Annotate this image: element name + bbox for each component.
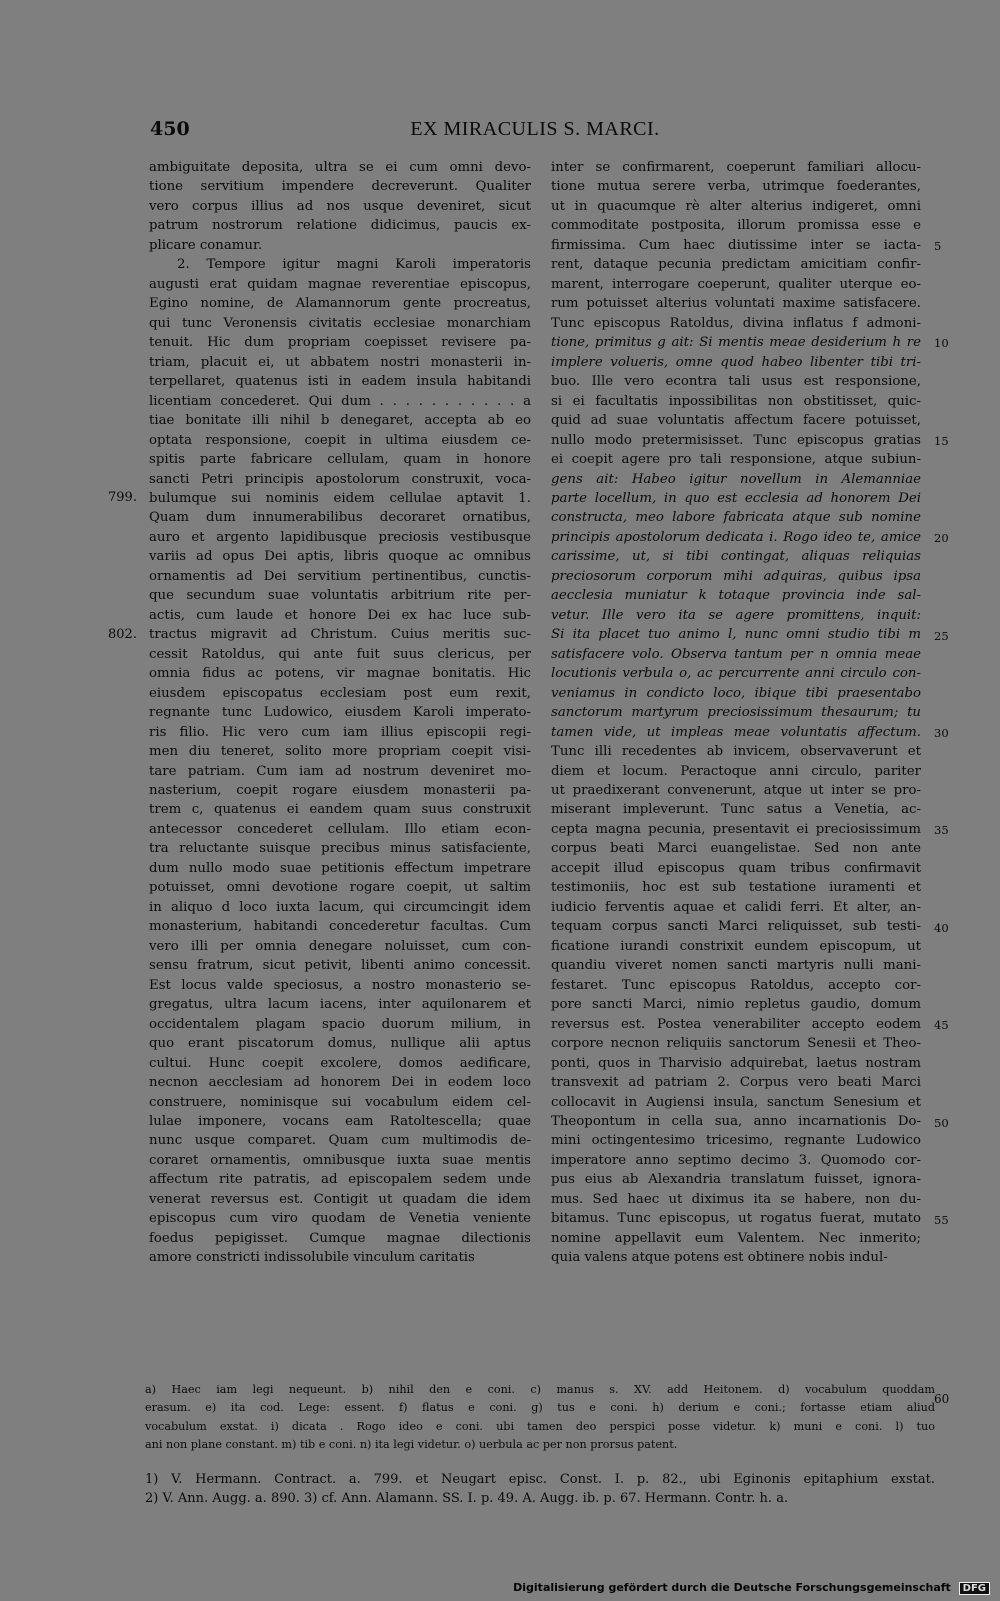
text-line: eiusdem episcopatus ecclesiam post eum rexit, bbox=[149, 685, 531, 701]
text-line: ut praedixerant convenerunt, atque ut inter se pro- bbox=[551, 783, 921, 798]
text-line: imperatore anno septimo decimo 3. Quomodo cor- bbox=[551, 1152, 921, 1168]
text-line: ei coepit agere pro tali responsione, atque subiun- bbox=[551, 452, 921, 468]
apparatus-notes bbox=[145, 1381, 935, 1455]
text-line: Quam dum innumerabilibus decoraret ornatibus, bbox=[149, 510, 531, 526]
text-line: ornamentis ad Dei servitium pertinentibus, cunctis- bbox=[149, 568, 531, 584]
apparatus-note-line: erasum. e) ita cod. Lege: essent. f) flatus e coni. g) tus e coni. h) derium e coni.; fortasse etiam aliud bbox=[145, 1401, 935, 1415]
text-line: collocavit in Augiensi insula, sanctum Senesium et bbox=[551, 1094, 921, 1110]
text-line: tare patriam. Cum iam ad nostrum deveniret mo- bbox=[149, 763, 531, 779]
text-line: affectum rite patratis, ad episcopalem sedem unde bbox=[149, 1172, 531, 1188]
running-header bbox=[150, 118, 920, 144]
text-line: tequam corpus sancti Marci reliquisset, sub testi- bbox=[551, 919, 921, 935]
text-line: nasterium, coepit rogare eiusdem monasterii pa- bbox=[149, 783, 531, 798]
text-line: pore sancti Marci, nimio repletus gaudio, domum bbox=[551, 997, 921, 1013]
text-line: potuisset, omni devotione rogare coepit, ut saltim bbox=[149, 880, 531, 896]
text-line: carissime, ut, si tibi contingat, aliquas reliquias bbox=[551, 549, 921, 565]
text-line: omnia fidus ac potens, vir magnae bonitatis. Hic bbox=[149, 666, 531, 682]
text-line: diem et locum. Peractoque anni circulo, pariter bbox=[551, 763, 921, 779]
text-line: episcopus cum viro quodam de Venetia veniente bbox=[149, 1211, 531, 1227]
text-line: cessit Ratoldus, qui ante fuit suus clericus, per bbox=[149, 646, 531, 662]
line-number: 45 bbox=[934, 1018, 949, 1033]
colophon-text: Digitalisierung gefördert durch die Deutsche Forschungsgemeinschaft bbox=[513, 1581, 951, 1594]
text-line: ficatione iurandi constrixit eundem episcopum, ut bbox=[551, 938, 921, 954]
line-number: 55 bbox=[934, 1212, 949, 1227]
running-title: EX MIRACULIS S. MARCI. bbox=[410, 118, 660, 140]
colophon bbox=[513, 1581, 990, 1595]
text-line: bitamus. Tunc episcopus, ut rogatus fuerat, mutato bbox=[551, 1211, 921, 1227]
line-number: 10 bbox=[934, 336, 949, 351]
year-marginal: 802. bbox=[108, 626, 137, 642]
left-text-column bbox=[149, 158, 531, 1268]
text-line: amore constricti indissolubile vinculum caritatis bbox=[149, 1250, 475, 1266]
line-number: 5 bbox=[934, 238, 942, 253]
text-line: optata responsione, coepit in ultima eiusdem ce- bbox=[149, 432, 531, 448]
text-line: men diu teneret, solito more propriam coepit visi- bbox=[149, 744, 531, 760]
text-line: veniamus in condicto loco, ibique tibi praesentabo bbox=[551, 685, 921, 701]
text-line: gregatus, ultra lacum iacens, inter aquilonarem et bbox=[149, 997, 531, 1013]
text-line: Egino nomine, de Alamannorum gente procreatus, bbox=[149, 296, 531, 312]
apparatus-note-line: vocabulum exstat. i) dicata . Rogo ideo e coni. ubi tamen deo perspici posse videtur. k) muni e coni. l) tuo bbox=[145, 1419, 935, 1433]
text-line: constructa, meo labore fabricata atque sub nomine bbox=[551, 510, 921, 526]
text-line: augusti erat quidam magnae reverentiae episcopus, bbox=[149, 276, 531, 292]
text-line: transvexit ad patriam 2. Corpus vero beati Marci bbox=[551, 1075, 921, 1091]
text-line: regnante tunc Ludowico, eiusdem Karoli imperato- bbox=[149, 705, 531, 721]
text-line: nullo modo pretermisisset. Tunc episcopus gratias bbox=[551, 432, 921, 448]
text-line: antecessor concederet cellulam. Illo etiam econ- bbox=[149, 821, 531, 837]
text-line: patrum nostrorum relatione didicimus, paucis ex- bbox=[149, 218, 531, 234]
line-number: 40 bbox=[934, 920, 949, 935]
text-line: vero corpus illius ad nos usque deveniret, sicut bbox=[149, 198, 531, 214]
text-line: vero illi per omnia denegare noluisset, cum con- bbox=[149, 938, 531, 954]
text-line: coraret ornamentis, omnibusque iuxta suae mentis bbox=[149, 1152, 531, 1168]
text-line: pus eius ab Alexandria translatum fuisset, ignora- bbox=[551, 1172, 921, 1188]
text-line: Tunc illi recedentes ab invicem, observaverunt et bbox=[551, 744, 921, 760]
text-line: reversus est. Postea venerabiliter accepto eodem bbox=[551, 1016, 921, 1032]
page-number: 450 bbox=[150, 118, 190, 140]
text-line: rum potuisset alterius voluntati maxime satisfacere. bbox=[551, 296, 921, 312]
text-line: nomine appellavit eum Valentem. Nec inmerito; bbox=[551, 1230, 921, 1246]
text-line: accepit illud episcopus quam tribus confirmavit bbox=[551, 860, 921, 876]
text-line: ris filio. Hic vero cum iam illius episcopii regi- bbox=[149, 724, 531, 740]
text-line: in aliquo d loco iuxta lacum, qui circumcingit idem bbox=[149, 899, 531, 915]
text-line: auro et argento lapidibusque preciosis vestibusque bbox=[149, 529, 531, 545]
text-line: iudicio ferventis aquae et calidi ferri. Et alter, an- bbox=[551, 899, 921, 915]
text-line: rent, dataque pecunia predictam amicitiam confir- bbox=[551, 257, 921, 273]
year-marginal: 799. bbox=[108, 490, 137, 506]
text-line: sanctorum martyrum preciosissimum thesaurum; tu bbox=[551, 705, 921, 721]
text-line: satisfacere volo. Observa tantum per n omnia meae bbox=[551, 646, 921, 662]
text-line: testimoniis, hoc est sub testatione iuramenti et bbox=[551, 880, 921, 896]
line-number: 35 bbox=[934, 823, 949, 838]
text-line: que secundum suae voluntatis arbitrium rite per- bbox=[149, 588, 531, 604]
text-line: vetur. Ille vero ita se agere promittens, inquit: bbox=[551, 607, 921, 623]
text-line: sancti Petri principis apostolorum construxit, voca- bbox=[149, 471, 531, 487]
text-line: corpore necnon reliquiis sanctorum Senesii et Theo- bbox=[551, 1036, 921, 1052]
text-line: Tunc episcopus Ratoldus, divina inflatus f admoni- bbox=[551, 315, 921, 331]
apparatus-note-line: a) Haec iam legi nequeunt. b) nihil den e coni. c) manus s. XV. add Heitonem. d) vocabulum quoddam bbox=[145, 1383, 935, 1396]
text-line: quo erant piscatorum domus, nullique alii aptus bbox=[149, 1036, 531, 1052]
text-line: preciosorum corporum mihi adquiras, quibus ipsa bbox=[551, 568, 921, 584]
text-line: marent, interrogare coeperunt, qualiter uterque eo- bbox=[551, 276, 921, 292]
text-line: festaret. Tunc episcopus Ratoldus, accepto cor- bbox=[551, 977, 921, 993]
text-line: tra reluctante suisque precibus minus satisfaciente, bbox=[149, 841, 531, 857]
text-line: principis apostolorum dedicata i. Rogo ideo te, amice bbox=[551, 529, 921, 545]
text-line: gens ait: Habeo igitur novellum in Alemanniae bbox=[551, 471, 921, 487]
text-line: commoditate postposita, illorum promissa esse e bbox=[551, 218, 921, 234]
line-number: 15 bbox=[934, 433, 949, 448]
text-line: tione servitium impendere decreverunt. Qualiter bbox=[149, 179, 531, 195]
text-line: parte locellum, in quo est ecclesia ad honorem Dei bbox=[551, 490, 921, 506]
text-line: mini octingentesimo tricesimo, regnante Ludowico bbox=[551, 1133, 921, 1149]
apparatus-note-line: ani non plane constant. m) tib e coni. n) ita legi videtur. o) uerbula ac per non prorsus patent. bbox=[145, 1438, 678, 1452]
line-number: 30 bbox=[934, 725, 949, 740]
text-line: plicare conamur. bbox=[149, 237, 263, 253]
apparatus-line-number: 60 bbox=[934, 1392, 950, 1406]
text-line: nunc usque comparet. Quam cum multimodis de- bbox=[149, 1133, 531, 1149]
text-line: spitis parte fabricare cellulam, quam in honore bbox=[149, 452, 531, 468]
text-line: ut in quacumque rè alter alterius indigeret, omni bbox=[551, 198, 921, 214]
dfg-logo: DFG bbox=[959, 1582, 990, 1595]
text-line: Theopontum in cella sua, anno incarnationis Do- bbox=[551, 1113, 921, 1129]
numbered-notes bbox=[145, 1470, 935, 1508]
text-line: tractus migravit ad Christum. Cuius meritis suc- bbox=[149, 627, 531, 643]
text-line: qui tunc Veronensis civitatis ecclesiae monarchiam bbox=[149, 315, 531, 331]
text-line: tiae bonitate illi nihil b denegaret, accepta ab eo bbox=[149, 413, 531, 429]
text-line: triam, placuit ei, ut abbatem nostri monasterii in- bbox=[149, 354, 531, 370]
text-line: venerat reversus est. Contigit ut quadam die idem bbox=[149, 1191, 531, 1207]
text-line: licentiam concederet. Qui dum . . . . . . . . . . . a bbox=[149, 393, 531, 409]
text-line: terpellaret, quatenus isti in eadem insula habitandi bbox=[149, 374, 531, 390]
text-line: buo. Ille vero econtra tali usus est responsione, bbox=[551, 374, 921, 390]
footnote-line: 1) V. Hermann. Contract. a. 799. et Neugart episc. Const. I. p. 82., ubi Eginonis epitaphium exstat. bbox=[145, 1472, 935, 1487]
text-line: quandiu viveret nomen sancti martyris nulli mani- bbox=[551, 958, 921, 974]
line-number: 20 bbox=[934, 531, 949, 546]
text-line: corpus beati Marci euangelistae. Sed non ante bbox=[551, 841, 921, 857]
text-line: tione mutua serere verba, utrimque foederantes, bbox=[551, 179, 921, 195]
text-line: si ei facultatis inpossibilitas non obstitisset, quic- bbox=[551, 393, 921, 409]
text-line: actis, cum laude et honore Dei ex hac luce sub- bbox=[149, 607, 531, 623]
text-line: implere volueris, omne quod habeo libenter tibi tri- bbox=[551, 354, 921, 370]
text-line: Si ita placet tuo animo l, nunc omni studio tibi m bbox=[551, 627, 921, 643]
text-line: tione, primitus g ait: Si mentis meae desiderium h re bbox=[551, 335, 921, 351]
text-line: trem c, quatenus ei eandem quam suus construxit bbox=[149, 802, 531, 818]
text-line: 2. Tempore igitur magni Karoli imperatoris bbox=[177, 257, 531, 273]
text-line: necnon aecclesiam ad honorem Dei in eodem loco bbox=[149, 1075, 531, 1091]
text-line: lulae imponere, vocans eam Ratoltescella; quae bbox=[149, 1113, 531, 1129]
text-line: construere, nominisque sui vocabulum eidem cel- bbox=[149, 1094, 531, 1110]
text-line: cultui. Hunc coepit excolere, domos aedificare, bbox=[149, 1055, 531, 1071]
line-number: 25 bbox=[934, 628, 949, 643]
text-line: miserant impleverunt. Tunc satus a Venetia, ac- bbox=[551, 802, 921, 818]
text-line: variis ad opus Dei aptis, libris quoque ac omnibus bbox=[149, 549, 531, 565]
text-line: mus. Sed haec ut diximus ita se habere, non du- bbox=[551, 1191, 921, 1207]
right-text-column bbox=[551, 158, 921, 1268]
text-line: sensu fratrum, sicut petivit, libenti animo concessit. bbox=[149, 958, 531, 974]
text-line: inter se confirmarent, coeperunt familiari allocu- bbox=[551, 160, 921, 175]
text-line: aecclesia muniatur k totaque provincia inde sal- bbox=[551, 588, 921, 604]
text-line: tamen vide, ut impleas meae voluntatis affectum. bbox=[551, 724, 921, 740]
text-line: ponti, quos in Tharvisio adquirebat, laetus nostram bbox=[551, 1055, 921, 1071]
text-line: Est locus valde speciosus, a nostro monasterio se- bbox=[149, 977, 531, 993]
text-line: foedus pepigisset. Cumque magnae dilectionis bbox=[149, 1230, 531, 1246]
text-line: locutionis verbula o, ac percurrente anni circulo con- bbox=[551, 666, 921, 682]
text-line: quid ad suae voluntatis affectum facere potuisset, bbox=[551, 413, 921, 429]
footnote-line: 2) V. Ann. Augg. a. 890. 3) cf. Ann. Alamann. SS. I. p. 49. A. Augg. ib. p. 67. Hermann. Contr. h. a. bbox=[145, 1491, 789, 1506]
text-line: quia valens atque potens est obtinere nobis indul- bbox=[551, 1250, 888, 1266]
text-line: cepta magna pecunia, presentavit ei preciosissimum bbox=[551, 821, 921, 837]
text-line: occidentalem plagam spacio duorum milium, in bbox=[149, 1016, 531, 1032]
text-line: tenuit. Hic dum propriam coepisset revisere pa- bbox=[149, 335, 531, 351]
text-line: monasterium, habitandi concederetur facultas. Cum bbox=[149, 919, 531, 935]
text-line: ambiguitate deposita, ultra se ei cum omni devo- bbox=[149, 160, 531, 175]
line-number: 50 bbox=[934, 1115, 949, 1130]
text-line: bulumque sui nominis eidem cellulae aptavit 1. bbox=[149, 490, 531, 506]
text-line: dum nullo modo suae petitionis effectum impetrare bbox=[149, 860, 531, 876]
text-line: firmissima. Cum haec diutissime inter se iacta- bbox=[551, 237, 921, 253]
